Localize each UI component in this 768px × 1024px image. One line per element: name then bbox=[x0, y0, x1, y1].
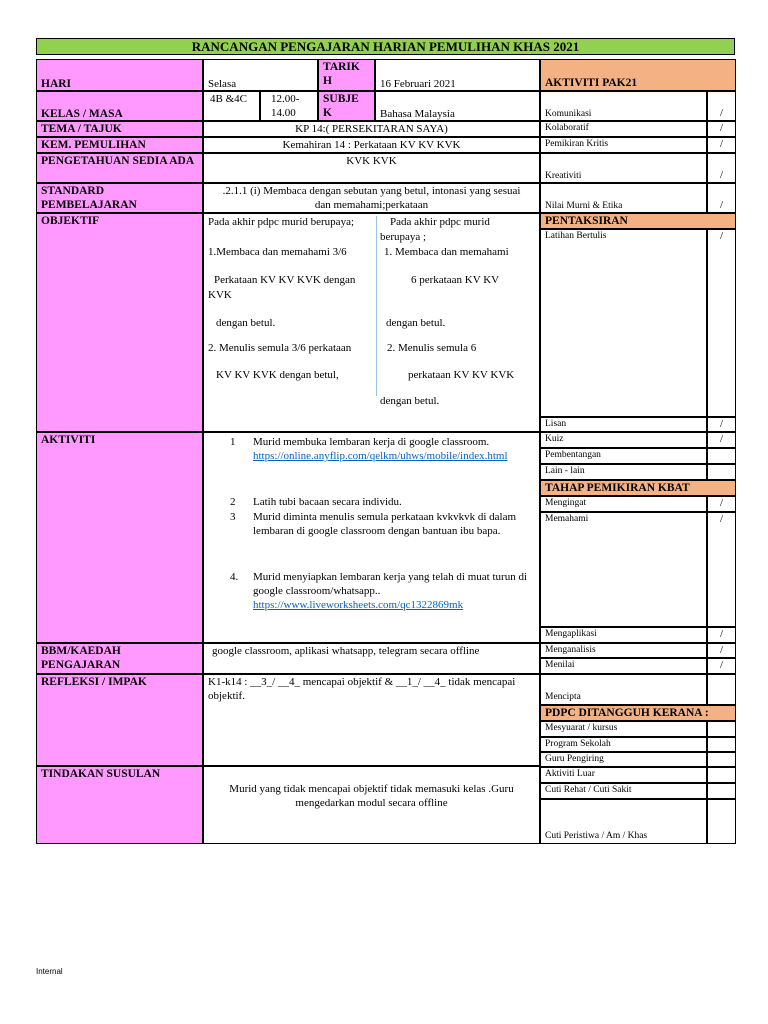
objektif-a-line: 2. Menulis semula 3/6 perkataan bbox=[208, 342, 352, 354]
tick-mengingat: / bbox=[707, 496, 736, 512]
tangguh-mesyuarat: Mesyuarat / kursus bbox=[540, 721, 707, 737]
tick-nilai-murni: / bbox=[707, 183, 736, 213]
pentaksiran-kuiz: Kuiz bbox=[540, 432, 707, 448]
tick-program-sekolah bbox=[707, 737, 736, 752]
objektif-b-line: perkataan KV KV KVK bbox=[408, 369, 515, 381]
tick-kreativiti: / bbox=[707, 153, 736, 183]
objektif-b-line: 2. Menulis semula 6 bbox=[387, 342, 477, 354]
tick-komunikasi: / bbox=[707, 91, 736, 121]
pak21-pemikiran-kritis: Pemikiran Kritis bbox=[540, 137, 707, 153]
objektif-b-line: dengan betul. bbox=[380, 395, 440, 407]
kbat-mengaplikasi: Mengaplikasi bbox=[540, 627, 707, 643]
kbat-memahami: Memahami bbox=[540, 512, 707, 627]
objektif-a-line: Perkataan KV KV KVK dengan bbox=[214, 274, 356, 286]
label-tindakan: TINDAKAN SUSULAN bbox=[36, 766, 203, 844]
objektif-b-line: berupaya ; bbox=[380, 231, 427, 243]
pengetahuan-value: KVK KVK bbox=[203, 153, 540, 183]
tick-pemikiran-kritis: / bbox=[707, 137, 736, 153]
label-kem-pemulihan: KEM. PEMULIHAN bbox=[36, 137, 203, 153]
aktiviti-cell bbox=[203, 432, 540, 643]
column-divider bbox=[376, 216, 377, 396]
subjek-value: Bahasa Malaysia bbox=[375, 91, 540, 121]
pak21-kolaboratif: Kolaboratif bbox=[540, 121, 707, 137]
pak21-kreativiti: Kreativiti bbox=[540, 153, 707, 183]
page-title: RANCANGAN PENGAJARAN HARIAN PEMULIHAN KHAS 2021 bbox=[36, 38, 735, 55]
tick-mengaplikasi: / bbox=[707, 627, 736, 643]
kelas-value: 4B &4C bbox=[203, 91, 260, 121]
step-number: 4. bbox=[230, 571, 239, 583]
tick-guru-pengiring bbox=[707, 752, 736, 767]
masa-value: 12.00-14.00 bbox=[260, 91, 318, 121]
step-number: 1 bbox=[230, 436, 236, 448]
step-text: Murid menyiapkan lembaran kerja yang telah di muat turun di google classroom/whatsapp.. https://www.liveworksheets.com/qc1322869mk bbox=[253, 571, 528, 611]
tangguh-guru-pengiring: Guru Pengiring bbox=[540, 752, 707, 767]
pak21-komunikasi: Komunikasi bbox=[540, 91, 707, 121]
objektif-b-line: dengan betul. bbox=[386, 317, 446, 329]
tangguh-program-sekolah: Program Sekolah bbox=[540, 737, 707, 752]
tick-cuti-peristiwa bbox=[707, 799, 736, 844]
label-refleksi: REFLEKSI / IMPAK bbox=[36, 674, 203, 766]
tindakan-value: Murid yang tidak mencapai objektif tidak memasuki kelas .Guru mengedarkan modul secara offline bbox=[203, 766, 540, 844]
tick-cuti-rehat bbox=[707, 783, 736, 799]
objektif-b-line: Pada akhir pdpc murid bbox=[390, 216, 490, 228]
label-tema: TEMA / TAJUK bbox=[36, 121, 203, 137]
label-subjek: SUBJE K bbox=[318, 91, 375, 121]
tick-lain-lain bbox=[707, 464, 736, 480]
tick-mesyuarat bbox=[707, 721, 736, 737]
objektif-b-line: 1. Membaca dan memahami bbox=[384, 246, 509, 258]
objektif-a-line: 1.Membaca dan memahami 3/6 bbox=[208, 246, 347, 258]
step-number: 2 bbox=[230, 496, 236, 508]
tangguh-cuti-peristiwa: Cuti Peristiwa / Am / Khas bbox=[540, 799, 707, 844]
tema-value: KP 14:( PERSEKITARAN SAYA) bbox=[203, 121, 540, 137]
tick-pembentangan bbox=[707, 448, 736, 464]
objektif-a-line: KVK bbox=[208, 289, 232, 301]
label-kelas-masa: KELAS / MASA bbox=[36, 91, 203, 121]
label-bbm: BBM/KAEDAH PENGAJARAN bbox=[36, 643, 203, 674]
anyflip-link[interactable]: https://online.anyflip.com/qelkm/uhws/mobile/index.html bbox=[253, 450, 508, 462]
tick-lisan: / bbox=[707, 417, 736, 432]
ditangguh-header: PDPC DITANGGUH KERANA : bbox=[540, 705, 736, 721]
objektif-cell bbox=[203, 213, 540, 432]
objektif-b-line: 6 perkataan KV KV bbox=[411, 274, 500, 286]
kbat-menilai: Menilai bbox=[540, 658, 707, 674]
kbat-header: TAHAP PEMIKIRAN KBAT bbox=[540, 480, 736, 496]
pentaksiran-latihan: Latihan Bertulis bbox=[540, 229, 707, 417]
kbat-mengingat: Mengingat bbox=[540, 496, 707, 512]
objektif-a-line: KV KV KVK dengan betul, bbox=[216, 369, 339, 381]
liveworksheets-link[interactable]: https://www.liveworksheets.com/qc1322869mk bbox=[253, 599, 464, 611]
tick-kuiz: / bbox=[707, 432, 736, 448]
step-text: Murid membuka lembaran kerja di google classroom. https://online.anyflip.com/qelkm/uhws/mobile/index.html bbox=[253, 436, 508, 462]
tangguh-aktiviti-luar: Aktiviti Luar bbox=[540, 767, 707, 783]
tarikh-value: 16 Februari 2021 bbox=[375, 59, 540, 91]
pentaksiran-pembentangan: Pembentangan bbox=[540, 448, 707, 464]
tick-menganalisis: / bbox=[707, 643, 736, 658]
label-pengetahuan: PENGETAHUAN SEDIA ADA bbox=[36, 153, 203, 183]
pentaksiran-header: PENTAKSIRAN bbox=[540, 213, 736, 229]
kbat-mencipta: Mencipta bbox=[540, 674, 707, 705]
label-aktiviti: AKTIVITI bbox=[36, 432, 203, 643]
label-objektif: OBJEKTIF bbox=[36, 213, 203, 432]
tick-latihan: / bbox=[707, 229, 736, 417]
step-text: Latih tubi bacaan secara individu. bbox=[253, 496, 402, 508]
pentaksiran-lisan: Lisan bbox=[540, 417, 707, 432]
tick-memahami: / bbox=[707, 512, 736, 627]
tick-kolaboratif: / bbox=[707, 121, 736, 137]
label-hari: HARI bbox=[36, 59, 203, 91]
kbat-menganalisis: Menganalisis bbox=[540, 643, 707, 658]
hari-value: Selasa bbox=[203, 59, 318, 91]
footer-label: Internal bbox=[36, 967, 63, 976]
objektif-a-line: dengan betul. bbox=[216, 317, 276, 329]
tick-menilai: / bbox=[707, 658, 736, 674]
tick-mencipta bbox=[707, 674, 736, 705]
label-tarikh: TARIK H bbox=[318, 59, 375, 91]
standard-value: .2.1.1 (i) Membaca dengan sebutan yang betul, intonasi yang sesuai dan memahami;perkataan bbox=[203, 183, 540, 213]
pentaksiran-lain-lain: Lain - lain bbox=[540, 464, 707, 480]
label-standard: STANDARD PEMBELAJARAN bbox=[36, 183, 203, 213]
step-number: 3 bbox=[230, 511, 236, 523]
tangguh-cuti-rehat: Cuti Rehat / Cuti Sakit bbox=[540, 783, 707, 799]
pak21-nilai-murni: Nilai Murni & Etika bbox=[540, 183, 707, 213]
tick-aktiviti-luar bbox=[707, 767, 736, 783]
pak21-header: AKTIVITI PAK21 bbox=[540, 59, 736, 91]
refleksi-value: K1-k14 : __3_/ __4_ mencapai objektif & __1_/ __4_ tidak mencapai objektif. bbox=[203, 674, 540, 766]
kem-value: Kemahiran 14 : Perkataan KV KV KVK bbox=[203, 137, 540, 153]
step-text: Murid diminta menulis semula perkataan kvkvkvk di dalam lembaran di google classroom dengan bantuan ibu bapa. bbox=[253, 511, 517, 537]
objektif-a-line: Pada akhir pdpc murid berupaya; bbox=[208, 216, 355, 228]
bbm-value: google classroom, aplikasi whatsapp, telegram secara offline bbox=[203, 643, 540, 674]
